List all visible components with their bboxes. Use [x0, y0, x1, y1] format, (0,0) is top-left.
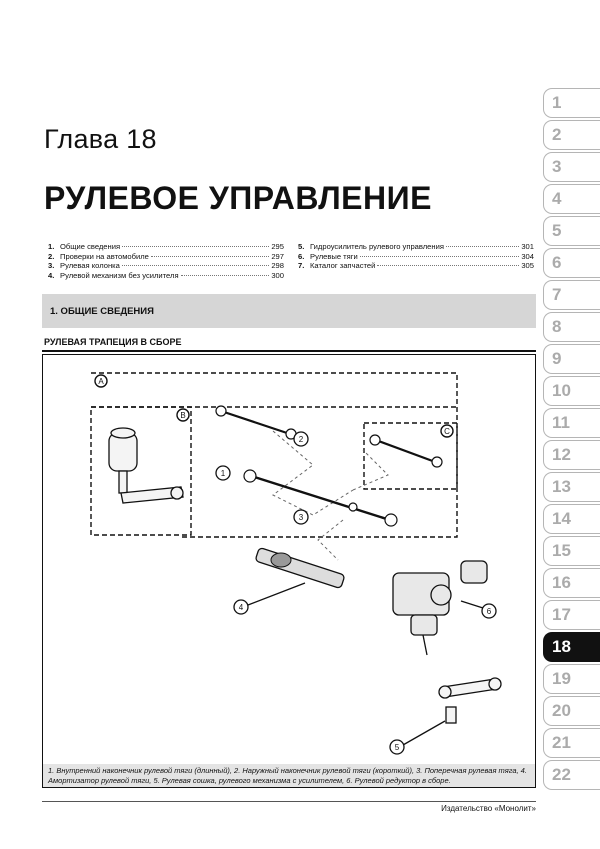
chapter-tab-15[interactable]: 15 [543, 536, 600, 566]
toc-left [48, 242, 284, 280]
toc-entry[interactable]: 3. Рулевая колонка 298 [48, 261, 284, 271]
chapter-tab-17[interactable]: 17 [543, 600, 600, 630]
box-label-b: B [180, 411, 186, 420]
subsection-rule [42, 350, 536, 352]
steering-linkage-diagram [43, 355, 537, 789]
chapter-tab-2[interactable]: 2 [543, 120, 600, 150]
callout-5: 5 [394, 743, 400, 752]
page-title: РУЛЕВОЕ УПРАВЛЕНИЕ [44, 180, 432, 216]
zigzag-guide [318, 520, 343, 560]
footer-rule [42, 801, 536, 802]
chapter-tab-11[interactable]: 11 [543, 408, 600, 438]
toc-entry[interactable]: 5. Гидроусилитель рулевого управления 301 [298, 242, 534, 251]
publisher-label: Издательство «Монолит» [441, 804, 536, 813]
group-b-frame [91, 407, 191, 535]
toc-entry[interactable]: 4. Рулевой механизм без усилителя 300 [48, 270, 284, 280]
toc-right [298, 242, 534, 271]
box-label-c: C [444, 427, 450, 436]
chapter-tab-16[interactable]: 16 [543, 568, 600, 598]
steering-linkage-figure [42, 354, 536, 788]
chapter-tab-4[interactable]: 4 [543, 184, 600, 214]
chapter-label: Глава 18 [44, 124, 157, 154]
pitman-arm [439, 678, 501, 723]
subsection-title: РУЛЕВАЯ ТРАПЕЦИЯ В СБОРЕ [44, 337, 182, 347]
callout-2: 2 [298, 435, 304, 444]
chapter-tab-1[interactable]: 1 [543, 88, 600, 118]
steering-damper [255, 547, 345, 588]
chapter-tab-18-active[interactable]: 18 [543, 632, 600, 662]
chapter-tab-10[interactable]: 10 [543, 376, 600, 406]
box-label-a: A [98, 377, 104, 386]
chapter-tab-13[interactable]: 13 [543, 472, 600, 502]
chapter-tab-19[interactable]: 19 [543, 664, 600, 694]
chapter-tab-7[interactable]: 7 [543, 280, 600, 310]
steering-gear-box [393, 561, 487, 655]
chapter-tab-6[interactable]: 6 [543, 248, 600, 278]
chapter-tab-14[interactable]: 14 [543, 504, 600, 534]
chapter-tab-9[interactable]: 9 [543, 344, 600, 374]
toc-leader [446, 246, 519, 247]
toc-leader [181, 275, 270, 276]
callout-6: 6 [486, 607, 492, 616]
toc-entry[interactable]: 2. Проверки на автомобиле 297 [48, 251, 284, 261]
callout-1: 1 [220, 469, 226, 478]
chapter-tab-5[interactable]: 5 [543, 216, 600, 246]
chapter-tab-21[interactable]: 21 [543, 728, 600, 758]
toc-leader [122, 246, 269, 247]
upper-tie-rod-left [218, 410, 293, 435]
toc-entry[interactable]: 1. Общие сведения 295 [48, 242, 284, 251]
chapter-tab-12[interactable]: 12 [543, 440, 600, 470]
chapter-tab-8[interactable]: 8 [543, 312, 600, 342]
toc-leader [377, 265, 519, 266]
figure-caption: 1. Внутренний наконечник рулевой тяги (длинный), 2. Наружный наконечник рулевой тяги (короткий), 3. Поперечная рулевая тяга, 4. Амортизатор рулевой тяги, 5. Рулевая сошка, рулевого механизма с усилителем, 6. Рулевой редуктор в сборе. [48, 766, 527, 785]
zigzag-guide [273, 431, 353, 515]
chapter-tab-20[interactable]: 20 [543, 696, 600, 726]
callout-4: 4 [238, 603, 244, 612]
toc-entry[interactable]: 7. Каталог запчастей 305 [298, 261, 534, 271]
toc-leader [122, 265, 269, 266]
upper-tie-rod-right [373, 439, 438, 463]
group-a-frame [91, 373, 457, 537]
callout-3: 3 [298, 513, 304, 522]
chapter-tab-3[interactable]: 3 [543, 152, 600, 182]
chapter-tabs [543, 88, 600, 792]
section-title: 1. ОБЩИЕ СВЕДЕНИЯ [50, 306, 154, 317]
toc-leader [360, 256, 520, 257]
toc-entry[interactable]: 6. Рулевые тяги 304 [298, 251, 534, 261]
pitman-arm-assembly [109, 428, 183, 503]
toc-leader [151, 256, 269, 257]
zigzag-guide [353, 450, 388, 490]
chapter-tab-22[interactable]: 22 [543, 760, 600, 790]
